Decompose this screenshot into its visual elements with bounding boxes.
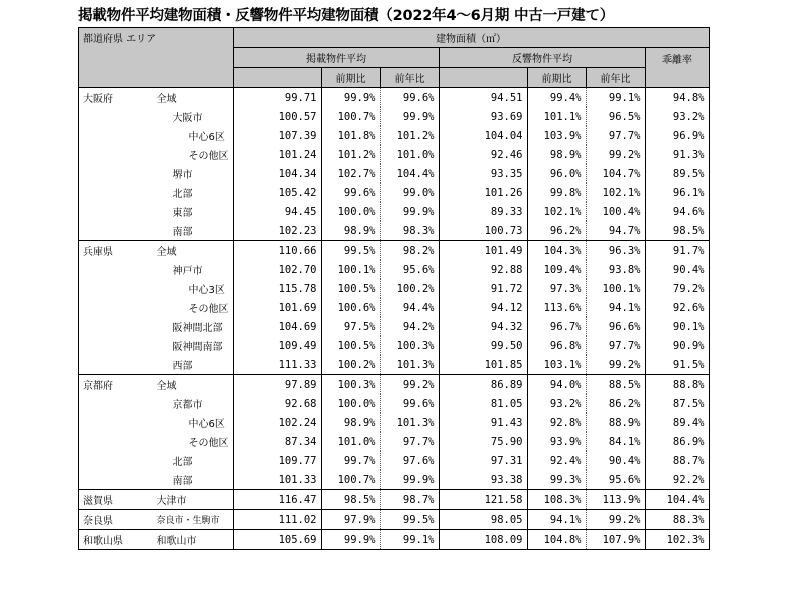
listed-qoq-cell: 99.5% (321, 241, 380, 261)
response-avg-cell: 93.35 (439, 164, 527, 183)
response-avg-cell: 92.46 (439, 145, 527, 164)
prefecture-cell (79, 260, 145, 279)
table-row (79, 432, 710, 451)
prefecture-cell (79, 202, 145, 221)
listed-avg-cell: 109.49 (233, 336, 321, 355)
area-cell: 和歌山市 (145, 530, 234, 550)
response-qoq-cell: 92.8% (527, 413, 586, 432)
response-qoq-cell: 104.3% (527, 241, 586, 261)
response-avg-cell: 91.43 (439, 413, 527, 432)
listed-qoq-cell: 97.5% (321, 317, 380, 336)
table-row (79, 490, 710, 510)
divergence-cell: 92.2% (645, 470, 709, 490)
listed-avg-cell: 105.42 (233, 183, 321, 202)
divergence-cell: 92.6% (645, 298, 709, 317)
response-qoq-cell: 99.4% (527, 88, 586, 108)
response-avg-cell: 108.09 (439, 530, 527, 550)
response-avg-cell: 121.58 (439, 490, 527, 510)
region-header: 都道府県 エリア (79, 28, 234, 88)
table-row (79, 107, 710, 126)
prefecture-cell (79, 183, 145, 202)
area-cell: 北部 (145, 451, 234, 470)
area-cell: 全域 (145, 375, 234, 395)
prefecture-cell: 兵庫県 (79, 241, 145, 261)
listed-qoq-cell: 100.5% (321, 336, 380, 355)
listed-avg-cell: 104.34 (233, 164, 321, 183)
listed-yoy-cell: 101.0% (380, 145, 439, 164)
listed-yoy-cell: 94.4% (380, 298, 439, 317)
response-yoy-cell: 86.2% (586, 394, 645, 413)
listed-yoy-cell: 100.2% (380, 279, 439, 298)
area-cell: 京都市 (145, 394, 234, 413)
prefecture-cell (79, 164, 145, 183)
area-cell: 中心6区 (145, 126, 234, 145)
area-cell: 大津市 (145, 490, 234, 510)
table-row (79, 413, 710, 432)
prefecture-cell: 奈良県 (79, 510, 145, 530)
response-qoq-cell: 103.1% (527, 355, 586, 375)
divergence-cell: 98.5% (645, 221, 709, 241)
listed-qoq-cell: 98.9% (321, 221, 380, 241)
response-yoy-cell: 96.6% (586, 317, 645, 336)
listed-yoy-cell: 97.6% (380, 451, 439, 470)
response-qoq-cell: 102.1% (527, 202, 586, 221)
table-row (79, 530, 710, 550)
response-yoy-cell: 90.4% (586, 451, 645, 470)
listed-avg-cell: 102.23 (233, 221, 321, 241)
area-cell: 神戸市 (145, 260, 234, 279)
response-yoy-cell: 104.7% (586, 164, 645, 183)
response-yoy-cell: 94.1% (586, 298, 645, 317)
response-qoq-cell: 99.3% (527, 470, 586, 490)
listed-yoy-cell: 98.3% (380, 221, 439, 241)
listed-avg-cell: 104.69 (233, 317, 321, 336)
response-avg-cell: 86.89 (439, 375, 527, 395)
response-qoq-cell: 93.9% (527, 432, 586, 451)
prefecture-cell (79, 317, 145, 336)
divergence-cell: 79.2% (645, 279, 709, 298)
response-qoq-cell: 96.8% (527, 336, 586, 355)
prefecture-cell (79, 394, 145, 413)
response-qoq-header: 前期比 (527, 68, 586, 88)
response-yoy-cell: 99.2% (586, 355, 645, 375)
listed-avg-cell: 101.24 (233, 145, 321, 164)
prefecture-cell (79, 432, 145, 451)
table-row (79, 202, 710, 221)
listed-avg-cell: 99.71 (233, 88, 321, 108)
listed-yoy-cell: 101.2% (380, 126, 439, 145)
building-area-header: 建物面積（㎡） (233, 28, 709, 48)
response-yoy-cell: 96.5% (586, 107, 645, 126)
listed-yoy-cell: 100.3% (380, 336, 439, 355)
listed-avg-cell: 102.24 (233, 413, 321, 432)
listed-avg-cell: 102.70 (233, 260, 321, 279)
listed-yoy-cell: 97.7% (380, 432, 439, 451)
prefecture-cell (79, 470, 145, 490)
response-yoy-cell: 95.6% (586, 470, 645, 490)
listed-avg-cell: 97.89 (233, 375, 321, 395)
divergence-cell: 96.9% (645, 126, 709, 145)
listed-qoq-cell: 100.3% (321, 375, 380, 395)
response-yoy-cell: 96.3% (586, 241, 645, 261)
table-row (79, 298, 710, 317)
table-row (79, 126, 710, 145)
listed-yoy-cell: 101.3% (380, 413, 439, 432)
response-avg-cell: 104.04 (439, 126, 527, 145)
divergence-cell: 90.9% (645, 336, 709, 355)
divergence-cell: 94.8% (645, 88, 709, 108)
listed-qoq-cell: 100.0% (321, 394, 380, 413)
response-avg-cell: 101.85 (439, 355, 527, 375)
listed-qoq-cell: 101.0% (321, 432, 380, 451)
listed-yoy-cell: 98.7% (380, 490, 439, 510)
response-avg-cell: 93.38 (439, 470, 527, 490)
listed-avg-cell: 100.57 (233, 107, 321, 126)
listed-yoy-cell: 95.6% (380, 260, 439, 279)
response-yoy-cell: 99.1% (586, 88, 645, 108)
response-qoq-cell: 97.3% (527, 279, 586, 298)
divergence-cell: 90.1% (645, 317, 709, 336)
divergence-cell: 91.5% (645, 355, 709, 375)
prefecture-cell (79, 126, 145, 145)
listed-qoq-cell: 102.7% (321, 164, 380, 183)
response-avg-cell: 92.88 (439, 260, 527, 279)
divergence-header: 乖離率 (645, 48, 709, 88)
prefecture-cell (79, 355, 145, 375)
listed-qoq-cell: 100.2% (321, 355, 380, 375)
divergence-cell: 88.8% (645, 375, 709, 395)
response-qoq-cell: 94.1% (527, 510, 586, 530)
response-avg-cell: 94.12 (439, 298, 527, 317)
area-cell: 阪神間南部 (145, 336, 234, 355)
response-yoy-header: 前年比 (586, 68, 645, 88)
listed-avg-header: 掲載物件平均 (233, 48, 439, 68)
listed-yoy-cell: 99.9% (380, 470, 439, 490)
divergence-cell: 93.2% (645, 107, 709, 126)
divergence-cell: 86.9% (645, 432, 709, 451)
page-title: 掲載物件平均建物面積・反響物件平均建物面積（2022年4～6月期 中古一戸建て） (78, 8, 615, 24)
response-yoy-cell: 84.1% (586, 432, 645, 451)
listed-yoy-cell: 99.6% (380, 394, 439, 413)
listed-yoy-cell: 104.4% (380, 164, 439, 183)
table-row (79, 260, 710, 279)
listed-avg-cell: 105.69 (233, 530, 321, 550)
divergence-cell: 91.7% (645, 241, 709, 261)
listed-avg-cell: 92.68 (233, 394, 321, 413)
response-qoq-cell: 96.7% (527, 317, 586, 336)
response-qoq-cell: 98.9% (527, 145, 586, 164)
response-yoy-cell: 97.7% (586, 126, 645, 145)
listed-yoy-header: 前年比 (380, 68, 439, 88)
prefecture-cell (79, 298, 145, 317)
response-yoy-cell: 94.7% (586, 221, 645, 241)
area-cell: 北部 (145, 183, 234, 202)
response-qoq-cell: 103.9% (527, 126, 586, 145)
area-cell: その他区 (145, 432, 234, 451)
response-yoy-cell: 93.8% (586, 260, 645, 279)
divergence-cell: 89.5% (645, 164, 709, 183)
divergence-cell: 88.3% (645, 510, 709, 530)
response-qoq-cell: 101.1% (527, 107, 586, 126)
response-avg-cell: 81.05 (439, 394, 527, 413)
prefecture-cell (79, 279, 145, 298)
listed-qoq-cell: 99.9% (321, 530, 380, 550)
listed-qoq-cell: 100.7% (321, 470, 380, 490)
divergence-cell: 89.4% (645, 413, 709, 432)
listed-qoq-cell: 99.9% (321, 88, 380, 108)
table-row (79, 88, 710, 108)
table-row (79, 145, 710, 164)
divergence-cell: 87.5% (645, 394, 709, 413)
table-row (79, 394, 710, 413)
response-yoy-cell: 113.9% (586, 490, 645, 510)
listed-yoy-cell: 99.9% (380, 107, 439, 126)
divergence-cell: 96.1% (645, 183, 709, 202)
listed-qoq-header: 前期比 (321, 68, 380, 88)
response-avg-cell: 93.69 (439, 107, 527, 126)
response-qoq-cell: 108.3% (527, 490, 586, 510)
area-cell: 西部 (145, 355, 234, 375)
divergence-cell: 88.7% (645, 451, 709, 470)
listed-avg-cell: 115.78 (233, 279, 321, 298)
table-row (79, 355, 710, 375)
listed-qoq-cell: 97.9% (321, 510, 380, 530)
prefecture-cell: 大阪府 (79, 88, 145, 108)
listed-qoq-cell: 98.5% (321, 490, 380, 510)
listed-yoy-cell: 94.2% (380, 317, 439, 336)
table-row (79, 451, 710, 470)
listed-avg-cell: 111.33 (233, 355, 321, 375)
table-row (79, 317, 710, 336)
prefecture-cell (79, 451, 145, 470)
divergence-cell: 90.4% (645, 260, 709, 279)
area-cell: 中心6区 (145, 413, 234, 432)
response-avg-cell: 99.50 (439, 336, 527, 355)
listed-qoq-cell: 100.1% (321, 260, 380, 279)
response-qoq-cell: 99.8% (527, 183, 586, 202)
listed-yoy-cell: 99.2% (380, 375, 439, 395)
response-avg-cell: 101.49 (439, 241, 527, 261)
listed-qoq-cell: 100.6% (321, 298, 380, 317)
area-cell: 南部 (145, 221, 234, 241)
response-avg-cell: 89.33 (439, 202, 527, 221)
prefecture-cell (79, 145, 145, 164)
listed-avg-cell: 111.02 (233, 510, 321, 530)
divergence-cell: 94.6% (645, 202, 709, 221)
response-qoq-cell: 109.4% (527, 260, 586, 279)
prefecture-cell (79, 413, 145, 432)
response-avg-cell: 101.26 (439, 183, 527, 202)
response-qoq-cell: 94.0% (527, 375, 586, 395)
listed-avg-cell: 109.77 (233, 451, 321, 470)
prefecture-cell: 滋賀県 (79, 490, 145, 510)
listed-yoy-cell: 101.3% (380, 355, 439, 375)
response-avg-header: 反響物件平均 (439, 48, 645, 68)
listed-yoy-cell: 99.5% (380, 510, 439, 530)
response-avg-cell: 100.73 (439, 221, 527, 241)
response-qoq-cell: 92.4% (527, 451, 586, 470)
table-row (79, 375, 710, 395)
listed-yoy-cell: 99.6% (380, 88, 439, 108)
area-cell: 東部 (145, 202, 234, 221)
area-table (78, 27, 710, 550)
area-cell: 南部 (145, 470, 234, 490)
response-qoq-cell: 113.6% (527, 298, 586, 317)
table-row (79, 510, 710, 530)
divergence-cell: 91.3% (645, 145, 709, 164)
response-yoy-cell: 99.2% (586, 145, 645, 164)
table-row (79, 164, 710, 183)
response-yoy-cell: 88.9% (586, 413, 645, 432)
area-cell: 中心3区 (145, 279, 234, 298)
prefecture-cell (79, 107, 145, 126)
listed-yoy-cell: 99.1% (380, 530, 439, 550)
response-yoy-cell: 100.4% (586, 202, 645, 221)
response-qoq-cell: 96.2% (527, 221, 586, 241)
prefecture-cell (79, 336, 145, 355)
listed-qoq-cell: 101.8% (321, 126, 380, 145)
listed-avg-cell: 116.47 (233, 490, 321, 510)
response-yoy-cell: 102.1% (586, 183, 645, 202)
table-row (79, 336, 710, 355)
response-avg-cell: 75.90 (439, 432, 527, 451)
response-avg-cell: 91.72 (439, 279, 527, 298)
listed-yoy-cell: 98.2% (380, 241, 439, 261)
table-row (79, 221, 710, 241)
response-yoy-cell: 88.5% (586, 375, 645, 395)
area-cell: その他区 (145, 298, 234, 317)
response-yoy-cell: 99.2% (586, 510, 645, 530)
listed-yoy-cell: 99.9% (380, 202, 439, 221)
response-avg-cell: 97.31 (439, 451, 527, 470)
listed-avg-cell: 87.34 (233, 432, 321, 451)
listed-qoq-cell: 99.7% (321, 451, 380, 470)
area-cell: 全域 (145, 88, 234, 108)
area-cell: 全域 (145, 241, 234, 261)
response-yoy-cell: 97.7% (586, 336, 645, 355)
area-cell: 奈良市・生駒市 (145, 510, 234, 530)
prefecture-cell: 和歌山県 (79, 530, 145, 550)
response-qoq-cell: 93.2% (527, 394, 586, 413)
listed-avg-cell: 101.33 (233, 470, 321, 490)
listed-qoq-cell: 100.5% (321, 279, 380, 298)
table-row (79, 279, 710, 298)
listed-avg-cell: 101.69 (233, 298, 321, 317)
divergence-cell: 102.3% (645, 530, 709, 550)
listed-qoq-cell: 98.9% (321, 413, 380, 432)
area-cell: 堺市 (145, 164, 234, 183)
prefecture-cell (79, 221, 145, 241)
listed-qoq-cell: 100.7% (321, 107, 380, 126)
listed-avg-cell: 94.45 (233, 202, 321, 221)
response-yoy-cell: 107.9% (586, 530, 645, 550)
table-row (79, 183, 710, 202)
listed-qoq-cell: 101.2% (321, 145, 380, 164)
area-cell: 阪神間北部 (145, 317, 234, 336)
table-row (79, 241, 710, 261)
listed-avg-cell: 110.66 (233, 241, 321, 261)
response-avg-cell: 94.32 (439, 317, 527, 336)
response-qoq-cell: 96.0% (527, 164, 586, 183)
area-cell: 大阪市 (145, 107, 234, 126)
area-cell: その他区 (145, 145, 234, 164)
listed-yoy-cell: 99.0% (380, 183, 439, 202)
response-yoy-cell: 100.1% (586, 279, 645, 298)
response-avg-cell: 94.51 (439, 88, 527, 108)
table-row (79, 470, 710, 490)
listed-qoq-cell: 100.0% (321, 202, 380, 221)
response-qoq-cell: 104.8% (527, 530, 586, 550)
prefecture-cell: 京都府 (79, 375, 145, 395)
table-body (79, 88, 710, 550)
response-avg-cell: 98.05 (439, 510, 527, 530)
listed-value-subheader (233, 68, 321, 88)
response-value-subheader (439, 68, 527, 88)
divergence-cell: 104.4% (645, 490, 709, 510)
listed-avg-cell: 107.39 (233, 126, 321, 145)
listed-qoq-cell: 99.6% (321, 183, 380, 202)
